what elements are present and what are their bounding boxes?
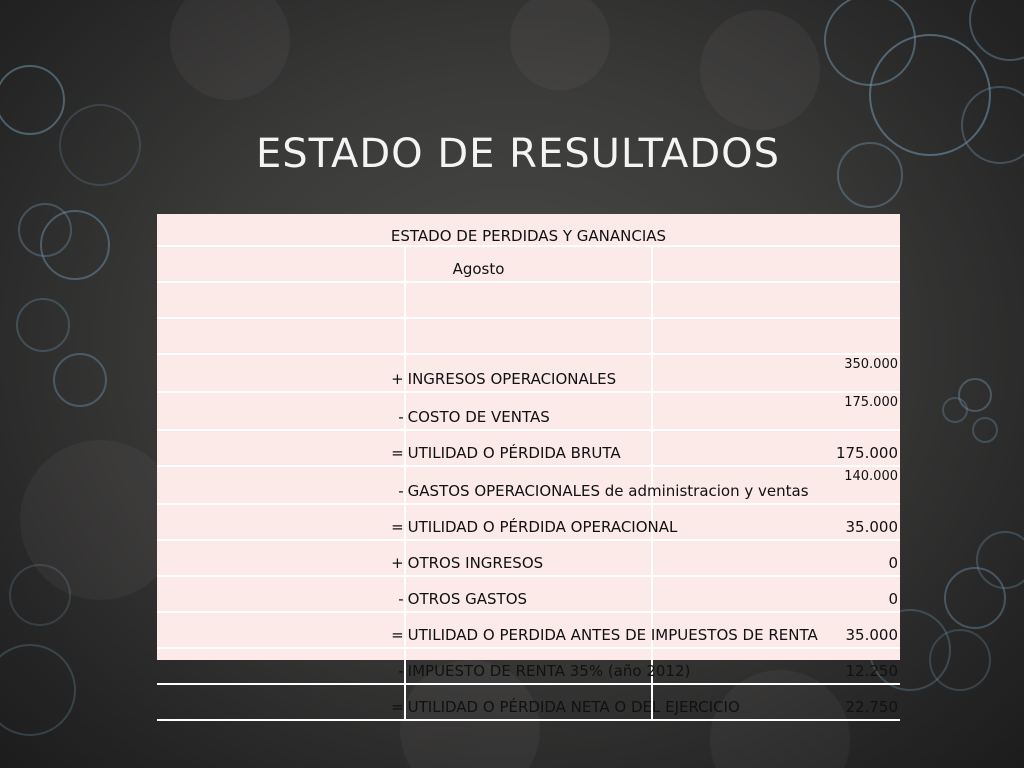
row-concept: UTILIDAD O PÉRDIDA OPERACIONAL [405, 504, 653, 540]
table-row [157, 648, 900, 684]
table-row [157, 392, 900, 430]
row-value: 175.000 [652, 430, 900, 466]
row-value: 140.000 [652, 466, 900, 504]
row-sign: - [157, 466, 405, 504]
row-concept: OTROS INGRESOS [405, 540, 653, 576]
table-row [157, 612, 900, 648]
row-concept: UTILIDAD O PÉRDIDA BRUTA [405, 430, 653, 466]
row-concept: IMPUESTO DE RENTA 35% (año 2012) [405, 648, 653, 684]
table-row [157, 540, 900, 576]
row-value: 22.750 [652, 684, 900, 720]
table-row [157, 576, 900, 612]
row-sign: + [157, 354, 405, 392]
row-value: 12.250 [652, 648, 900, 684]
row-value: 35.000 [652, 612, 900, 648]
row-sign: + [157, 540, 405, 576]
row-sign: = [157, 684, 405, 720]
table-title-row [157, 214, 900, 246]
table-row [157, 354, 900, 392]
row-concept: COSTO DE VENTAS [405, 392, 653, 430]
row-concept: GASTOS OPERACIONALES de administracion y ventas [405, 466, 653, 504]
row-value: 175.000 [652, 392, 900, 430]
table-period: Agosto [405, 246, 653, 282]
row-concept: INGRESOS OPERACIONALES [405, 354, 653, 392]
table-empty-row [157, 282, 900, 318]
table-row [157, 466, 900, 504]
table-empty-row [157, 318, 900, 354]
row-concept: UTILIDAD O PERDIDA ANTES DE IMPUESTOS DE RENTA [405, 612, 653, 648]
row-sign: - [157, 576, 405, 612]
row-sign: - [157, 392, 405, 430]
row-sign: - [157, 648, 405, 684]
row-value: 350.000 [652, 354, 900, 392]
table-row [157, 504, 900, 540]
income-statement-table [157, 214, 900, 716]
table-row [157, 684, 900, 720]
row-sign: = [157, 504, 405, 540]
table-row [157, 430, 900, 466]
row-sign: = [157, 430, 405, 466]
row-value: 35.000 [652, 504, 900, 540]
row-value: 0 [652, 576, 900, 612]
slide-title: ESTADO DE RESULTADOS [256, 130, 781, 177]
row-concept: UTILIDAD O PÉRDIDA NETA O DEL EJERCICIO [405, 684, 653, 720]
row-sign: = [157, 612, 405, 648]
row-value: 0 [652, 540, 900, 576]
table-period-row [157, 246, 900, 282]
table-title: ESTADO DE PERDIDAS Y GANANCIAS [157, 214, 900, 246]
row-concept: OTROS GASTOS [405, 576, 653, 612]
